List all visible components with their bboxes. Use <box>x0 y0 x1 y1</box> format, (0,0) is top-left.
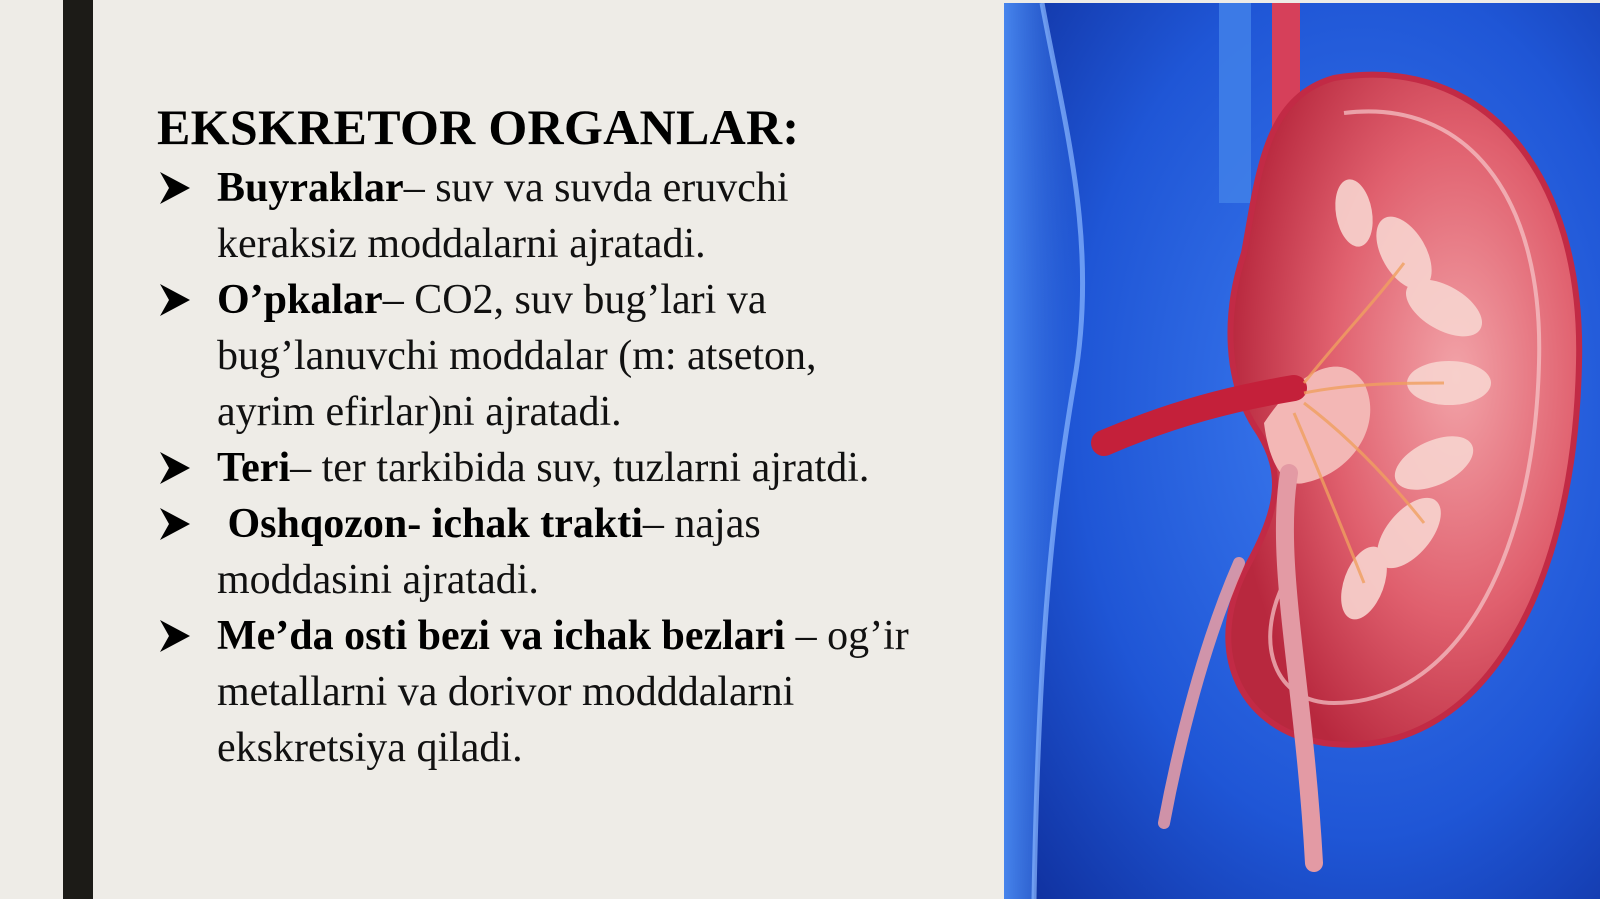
organ-description: – ter tarkibida suv, tuzlarni ajratdi. <box>290 445 870 491</box>
arrowhead-bullet-icon <box>157 617 193 655</box>
arrowhead-bullet-icon <box>157 505 193 543</box>
kidney-illustration <box>1004 3 1600 899</box>
arrowhead-bullet-icon <box>157 169 193 207</box>
list-item-meda-osti <box>157 608 920 776</box>
list-item-opkalar <box>157 272 917 440</box>
excretory-organ-list <box>157 160 920 776</box>
slide-title: EKSKRETOR ORGANLAR: <box>157 99 800 155</box>
kidney-anatomy-image <box>1004 3 1600 899</box>
list-item-oshqozon <box>157 496 917 608</box>
organ-term: Teri <box>217 445 291 491</box>
organ-description: – CO2, suv bug’lari va bug’lanuvchi moddalar (m: atseton, ayrim efirlar)ni ajratadi. <box>217 277 817 435</box>
list-item-teri <box>157 440 917 496</box>
organ-term: Me’da osti bezi va ichak bezlari <box>217 613 786 659</box>
list-item-buyraklar <box>157 160 917 272</box>
left-accent-bar <box>63 0 93 899</box>
organ-term: Oshqozon- ichak trakti <box>217 501 643 547</box>
organ-description: – og’ir metallarni va dorivor modddalarni ekskretsiya qiladi. <box>217 613 920 771</box>
organ-term: Buyraklar <box>217 165 404 211</box>
arrowhead-bullet-icon <box>157 281 193 319</box>
organ-description: – najas moddasini ajratadi. <box>217 501 761 603</box>
arrowhead-bullet-icon <box>157 449 193 487</box>
organ-description: – suv va suvda eruvchi keraksiz moddalarni ajratadi. <box>217 165 789 267</box>
organ-term: O’pkalar <box>217 277 383 323</box>
